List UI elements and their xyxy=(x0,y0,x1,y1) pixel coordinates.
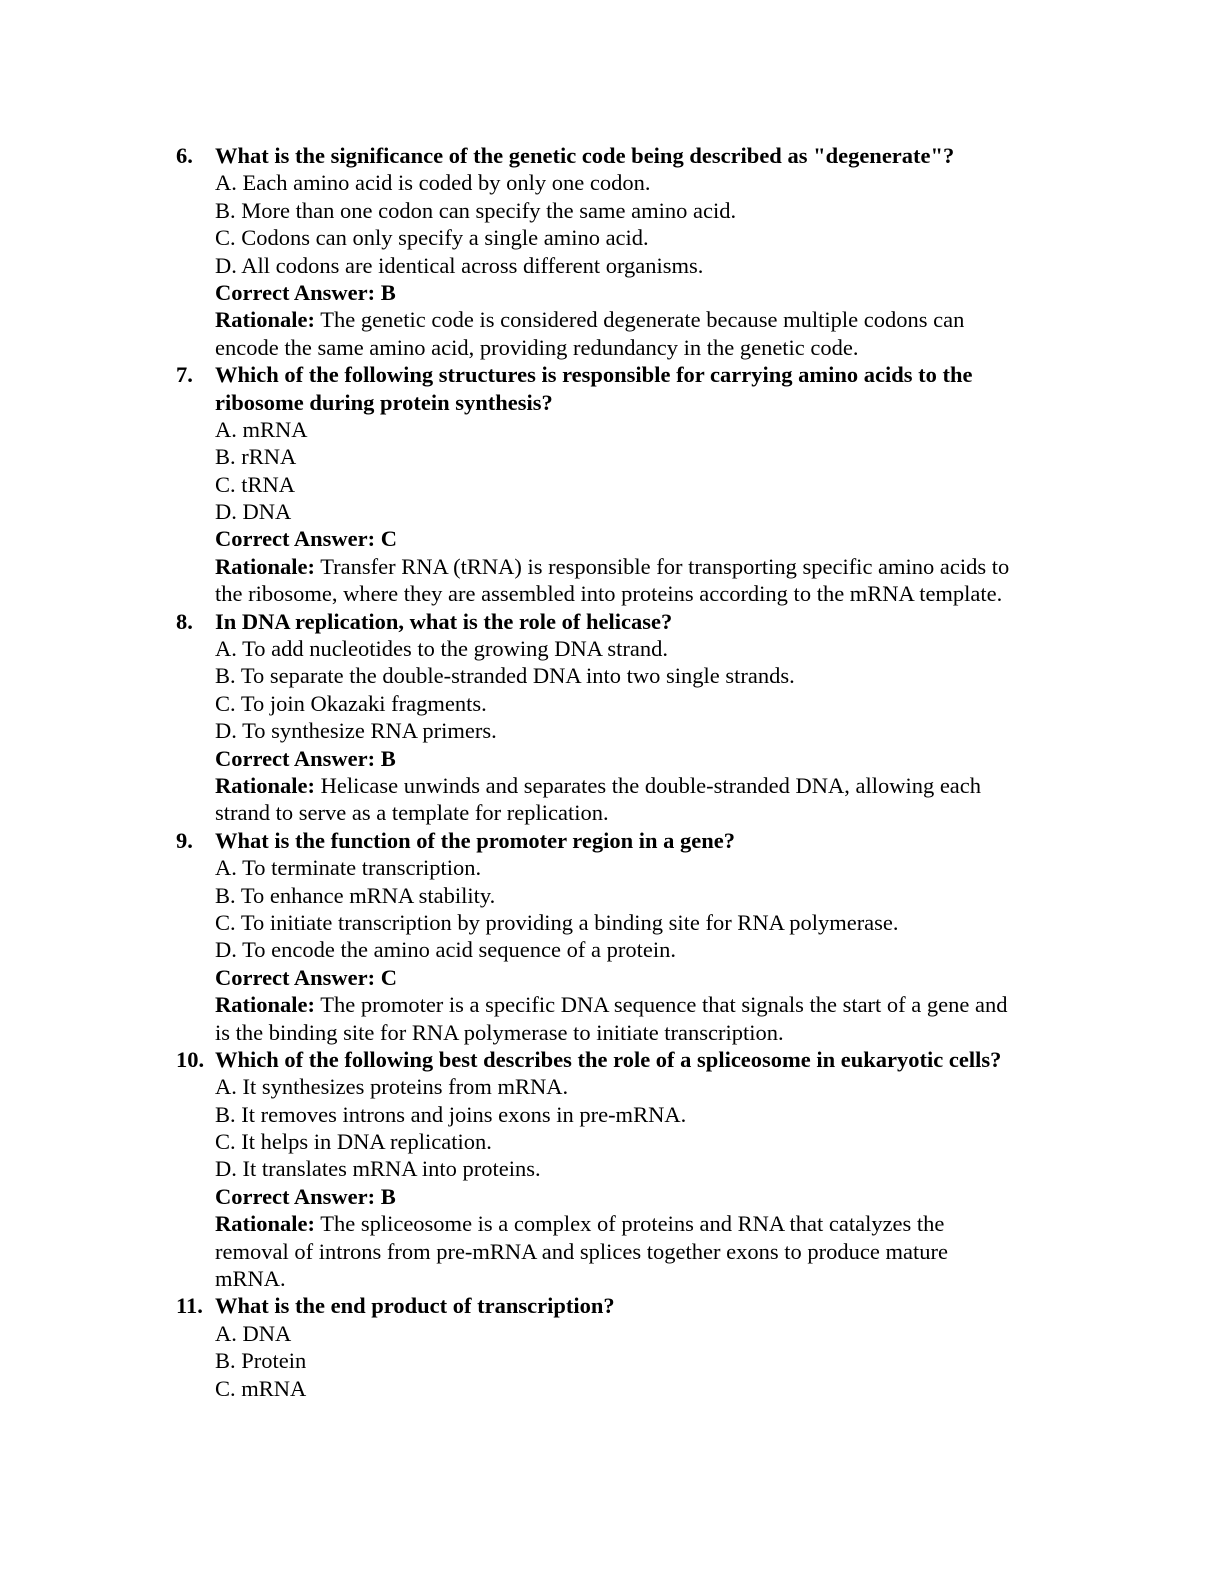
rationale-text xyxy=(215,772,981,799)
option-text: D. DNA xyxy=(215,499,292,525)
question-text: What is the significance of the genetic code being described as "degenerate"? xyxy=(215,143,955,168)
question-line xyxy=(0,361,1224,388)
rationale-line xyxy=(0,991,1224,1018)
rationale-text xyxy=(215,991,1008,1018)
rationale-text xyxy=(215,1019,784,1046)
option-text: C. To join Okazaki fragments. xyxy=(215,690,487,716)
question-number: 6. xyxy=(176,143,193,168)
question-block xyxy=(0,608,1224,827)
question-text: What is the end product of transcription? xyxy=(215,1293,615,1319)
answer-option xyxy=(0,936,1224,963)
question-block xyxy=(0,142,1224,361)
rationale-body: The spliceosome is a complex of proteins and RNA that catalyzes the xyxy=(315,1211,945,1237)
question-line xyxy=(0,608,1224,635)
rationale-line xyxy=(0,1210,1224,1237)
rationale-text xyxy=(215,1265,286,1292)
question-line xyxy=(0,1046,1224,1073)
rationale-body: removal of introns from pre-mRNA and splices together exons to produce mature xyxy=(215,1238,948,1264)
answer-option xyxy=(0,662,1224,689)
question-number: 11. xyxy=(176,1293,203,1319)
option-text: A. To terminate transcription. xyxy=(215,855,482,881)
option-text: D. It translates mRNA into proteins. xyxy=(215,1156,541,1182)
rationale-text xyxy=(215,580,1002,607)
rationale-body: is the binding site for RNA polymerase to initiate transcription. xyxy=(215,1019,784,1045)
rationale-body: The genetic code is considered degenerate because multiple codons can xyxy=(315,307,965,333)
rationale-body: mRNA. xyxy=(215,1266,286,1292)
rationale-line xyxy=(0,799,1224,826)
rationale-text xyxy=(215,799,609,826)
answer-option xyxy=(0,1073,1224,1100)
rationale-body: The promoter is a specific DNA sequence that signals the start of a gene and xyxy=(315,992,1008,1018)
rationale-line xyxy=(0,1238,1224,1265)
question-block xyxy=(0,361,1224,608)
correct-answer xyxy=(0,1183,1224,1210)
option-text: C. Codons can only specify a single amino acid. xyxy=(215,225,649,251)
question-line xyxy=(0,389,1224,416)
option-text: A. DNA xyxy=(215,1320,292,1346)
question-line xyxy=(0,827,1224,854)
option-text: B. Protein xyxy=(215,1348,307,1374)
answer-option xyxy=(0,1155,1224,1182)
answer-option xyxy=(0,1375,1224,1402)
rationale-label: Rationale: xyxy=(215,307,315,333)
answer-option xyxy=(0,690,1224,717)
rationale-body: Helicase unwinds and separates the double-stranded DNA, allowing each xyxy=(315,772,982,798)
rationale-text xyxy=(215,553,1009,580)
answer-option xyxy=(0,1101,1224,1128)
question-text: Which of the following best describes the role of a spliceosome in eukaryotic cells? xyxy=(215,1046,1002,1072)
option-text: D. To encode the amino acid sequence of a protein. xyxy=(215,937,676,963)
answer-option xyxy=(0,498,1224,525)
rationale-text xyxy=(215,1210,944,1237)
correct-answer xyxy=(0,279,1224,306)
question-block xyxy=(0,1046,1224,1293)
question-number: 8. xyxy=(176,608,193,634)
answer-option xyxy=(0,854,1224,881)
rationale-line xyxy=(0,1265,1224,1292)
option-text: A. It synthesizes proteins from mRNA. xyxy=(215,1074,569,1100)
rationale-body: encode the same amino acid, providing redundancy in the genetic code. xyxy=(215,334,859,360)
correct-answer-text: Correct Answer: B xyxy=(215,1183,396,1209)
rationale-text xyxy=(215,334,859,361)
rationale-label: Rationale: xyxy=(215,992,315,1018)
correct-answer xyxy=(0,525,1224,552)
rationale-label: Rationale: xyxy=(215,553,315,579)
correct-answer xyxy=(0,964,1224,991)
rationale-line xyxy=(0,553,1224,580)
answer-option xyxy=(0,224,1224,251)
rationale-label: Rationale: xyxy=(215,772,315,798)
answer-option xyxy=(0,471,1224,498)
answer-option xyxy=(0,909,1224,936)
question-number: 9. xyxy=(176,827,193,853)
option-text: C. It helps in DNA replication. xyxy=(215,1129,492,1155)
rationale-line xyxy=(0,306,1224,333)
answer-option xyxy=(0,252,1224,279)
option-text: D. All codons are identical across different organisms. xyxy=(215,252,704,278)
answer-option xyxy=(0,635,1224,662)
option-text: C. mRNA xyxy=(215,1375,307,1401)
option-text: A. To add nucleotides to the growing DNA strand. xyxy=(215,636,668,662)
question-text: What is the function of the promoter region in a gene? xyxy=(215,827,735,853)
question-text: Which of the following structures is responsible for carrying amino acids to the xyxy=(215,362,973,388)
rationale-line xyxy=(0,772,1224,799)
rationale-label: Rationale: xyxy=(215,1211,315,1237)
correct-answer-text: Correct Answer: B xyxy=(215,279,396,305)
answer-option xyxy=(0,1347,1224,1374)
option-text: D. To synthesize RNA primers. xyxy=(215,718,497,744)
rationale-text xyxy=(215,306,964,333)
correct-answer xyxy=(0,745,1224,772)
question-number: 10. xyxy=(176,1046,205,1072)
option-text: C. tRNA xyxy=(215,471,296,497)
rationale-line xyxy=(0,334,1224,361)
answer-option xyxy=(0,197,1224,224)
correct-answer-text: Correct Answer: C xyxy=(215,964,398,990)
option-text: A. mRNA xyxy=(215,416,308,442)
answer-option xyxy=(0,717,1224,744)
question-block xyxy=(0,1292,1224,1402)
rationale-body: strand to serve as a template for replication. xyxy=(215,800,609,826)
option-text: B. To separate the double-stranded DNA into two single strands. xyxy=(215,663,795,689)
question-list xyxy=(0,142,1224,1402)
question-line xyxy=(0,142,1224,169)
option-text: B. It removes introns and joins exons in pre-mRNA. xyxy=(215,1101,687,1127)
option-text: A. Each amino acid is coded by only one codon. xyxy=(215,170,651,196)
option-text: B. More than one codon can specify the same amino acid. xyxy=(215,197,737,223)
option-text: C. To initiate transcription by providing a binding site for RNA polymerase. xyxy=(215,909,899,935)
answer-option xyxy=(0,1128,1224,1155)
rationale-line xyxy=(0,1019,1224,1046)
correct-answer-text: Correct Answer: C xyxy=(215,526,398,552)
answer-option xyxy=(0,882,1224,909)
question-number: 7. xyxy=(176,362,193,388)
question-line xyxy=(0,1292,1224,1319)
rationale-body: the ribosome, where they are assembled into proteins according to the mRNA template. xyxy=(215,581,1003,607)
answer-option xyxy=(0,1320,1224,1347)
correct-answer-text: Correct Answer: B xyxy=(215,745,396,771)
rationale-line xyxy=(0,580,1224,607)
answer-option xyxy=(0,416,1224,443)
question-text: In DNA replication, what is the role of helicase? xyxy=(215,608,673,634)
option-text: B. rRNA xyxy=(215,444,297,470)
answer-option xyxy=(0,169,1224,196)
rationale-text xyxy=(215,1238,948,1265)
question-block xyxy=(0,827,1224,1046)
answer-option xyxy=(0,443,1224,470)
option-text: B. To enhance mRNA stability. xyxy=(215,882,496,908)
rationale-body: Transfer RNA (tRNA) is responsible for transporting specific amino acids to xyxy=(315,553,1010,579)
question-text: ribosome during protein synthesis? xyxy=(215,389,553,415)
